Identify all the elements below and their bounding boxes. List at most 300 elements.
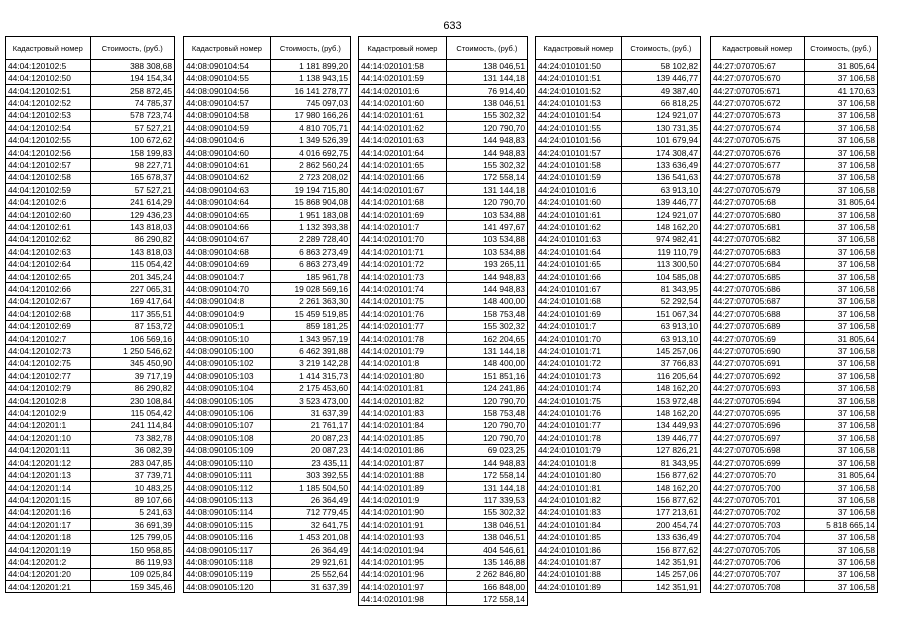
cadastral-number-cell: 44:27:070705:692: [711, 370, 805, 382]
cost-cell: 142 351,91: [621, 556, 700, 568]
header-cost: Стоимость, (руб.): [446, 37, 527, 60]
cost-cell: 139 446,77: [621, 432, 700, 444]
cost-cell: 153 972,48: [621, 394, 700, 406]
cost-cell: 131 144,18: [446, 345, 527, 357]
cadastral-number-cell: 44:04:120102:62: [6, 233, 91, 245]
cost-cell: 124 921,07: [621, 109, 700, 121]
table-row: [184, 246, 351, 258]
header-cost: Стоимость, (руб.): [270, 37, 350, 60]
cost-cell: 73 382,78: [90, 432, 175, 444]
cadastral-number-cell: 44:04:120102:58: [6, 171, 91, 183]
table-row: [184, 531, 351, 543]
cadastral-number-cell: 44:08:090105:112: [184, 481, 271, 493]
table-row: [359, 308, 528, 320]
cost-cell: 120 790,70: [446, 432, 527, 444]
table-row: [359, 97, 528, 109]
table-row: [711, 506, 878, 518]
cadastral-number-cell: 44:27:070705:698: [711, 444, 805, 456]
table-row: [536, 258, 701, 270]
cadastral-number-cell: 44:27:070705:701: [711, 494, 805, 506]
cost-cell: 144 948,83: [446, 134, 527, 146]
cadastral-number-cell: 44:24:010101:89: [536, 581, 622, 593]
cost-cell: 165 678,37: [90, 171, 175, 183]
cadastral-number-cell: 44:24:010101:83: [536, 506, 622, 518]
cadastral-number-cell: 44:24:010101:64: [536, 246, 622, 258]
table-row: [536, 332, 701, 344]
cadastral-number-cell: 44:24:010101:73: [536, 370, 622, 382]
cadastral-number-cell: 44:04:120201:21: [6, 581, 91, 593]
table-row: [184, 283, 351, 295]
table-row: [359, 556, 528, 568]
table-row: [711, 357, 878, 369]
table-row: [359, 109, 528, 121]
cost-cell: 103 534,88: [446, 208, 527, 220]
table-row: [184, 494, 351, 506]
cost-cell: 21 761,17: [270, 419, 350, 431]
table-row: [184, 407, 351, 419]
cadastral-number-cell: 44:04:120201:10: [6, 432, 91, 444]
table-header-row: [184, 37, 351, 60]
table-row: [711, 60, 878, 72]
cadastral-number-cell: 44:14:020101:83: [359, 407, 447, 419]
cost-cell: 201 345,24: [90, 270, 175, 282]
cost-cell: 141 497,67: [446, 221, 527, 233]
cadastral-number-cell: 44:04:120201:14: [6, 481, 91, 493]
cost-cell: 19 194 715,80: [270, 184, 350, 196]
cost-cell: 143 818,03: [90, 246, 175, 258]
table-row: [6, 171, 175, 183]
cost-cell: 20 087,23: [270, 444, 350, 456]
cost-cell: 87 153,72: [90, 320, 175, 332]
table-row: [359, 457, 528, 469]
cadastral-number-cell: 44:04:120102:56: [6, 146, 91, 158]
table-row: [6, 457, 175, 469]
cost-cell: 124 921,07: [621, 208, 700, 220]
page-number: 633: [443, 20, 462, 32]
cadastral-number-cell: 44:14:020101:8: [359, 357, 447, 369]
cadastral-number-cell: 44:24:010101:85: [536, 531, 622, 543]
cost-cell: 37 106,58: [804, 283, 877, 295]
cadastral-number-cell: 44:27:070705:684: [711, 258, 805, 270]
table-row: [6, 146, 175, 158]
cadastral-number-cell: 44:24:010101:61: [536, 208, 622, 220]
cadastral-number-cell: 44:27:070705:672: [711, 97, 805, 109]
cadastral-number-cell: 44:14:020101:88: [359, 469, 447, 481]
cadastral-number-cell: 44:24:010101:52: [536, 84, 622, 96]
cadastral-number-cell: 44:27:070705:696: [711, 419, 805, 431]
cadastral-number-cell: 44:27:070705:671: [711, 84, 805, 96]
cost-cell: 37 106,58: [804, 295, 877, 307]
cost-cell: 133 636,49: [621, 159, 700, 171]
table-row: [536, 345, 701, 357]
cost-cell: 15 459 519,85: [270, 308, 350, 320]
table-row: [184, 506, 351, 518]
table-row: [711, 494, 878, 506]
cost-cell: 139 446,77: [621, 196, 700, 208]
table-row: [536, 432, 701, 444]
cadastral-number-cell: 44:24:010101:74: [536, 382, 622, 394]
table-row: [6, 419, 175, 431]
cost-cell: 172 558,14: [446, 593, 527, 605]
table-row: [536, 184, 701, 196]
cost-cell: 31 805,64: [804, 332, 877, 344]
header-cost: Стоимость, (руб.): [621, 37, 700, 60]
cost-cell: 37 106,58: [804, 97, 877, 109]
table-row: [359, 543, 528, 555]
cost-cell: 1 185 504,50: [270, 481, 350, 493]
cadastral-number-cell: 44:27:070705:706: [711, 556, 805, 568]
cadastral-number-cell: 44:24:010101:65: [536, 258, 622, 270]
cadastral-number-cell: 44:04:120201:19: [6, 543, 91, 555]
table-row: [359, 531, 528, 543]
table-row: [184, 469, 351, 481]
cost-cell: 57 527,21: [90, 184, 175, 196]
table-row: [359, 581, 528, 593]
cost-cell: 185 961,78: [270, 270, 350, 282]
cost-cell: 100 672,62: [90, 134, 175, 146]
cadastral-number-cell: 44:04:120201:11: [6, 444, 91, 456]
cost-cell: 155 302,32: [446, 506, 527, 518]
cost-cell: 15 868 904,08: [270, 196, 350, 208]
cost-cell: 120 790,70: [446, 196, 527, 208]
cadastral-number-cell: 44:27:070705:69: [711, 332, 805, 344]
cadastral-number-cell: 44:04:120102:66: [6, 283, 91, 295]
cadastral-number-cell: 44:24:010101:86: [536, 543, 622, 555]
cadastral-number-cell: 44:04:120102:67: [6, 295, 91, 307]
table-row: [536, 568, 701, 580]
cadastral-number-cell: 44:14:020101:98: [359, 593, 447, 605]
cadastre-table-2: [183, 36, 351, 593]
cost-cell: 974 982,41: [621, 233, 700, 245]
cost-cell: 230 108,84: [90, 394, 175, 406]
table-row: [536, 109, 701, 121]
cost-cell: 139 446,77: [621, 72, 700, 84]
table-row: [6, 270, 175, 282]
cadastral-number-cell: 44:08:090104:69: [184, 258, 271, 270]
cadastral-number-cell: 44:14:020101:6: [359, 84, 447, 96]
cadastral-number-cell: 44:08:090105:110: [184, 457, 271, 469]
table-row: [711, 134, 878, 146]
cost-cell: 578 723,74: [90, 109, 175, 121]
cadastral-number-cell: 44:24:010101:8: [536, 457, 622, 469]
cadastral-number-cell: 44:04:120102:5: [6, 60, 91, 72]
table-row: [184, 320, 351, 332]
cost-cell: 37 739,71: [90, 469, 175, 481]
table-row: [536, 457, 701, 469]
cost-cell: 2 262 846,80: [446, 568, 527, 580]
table-row: [711, 295, 878, 307]
cadastral-number-cell: 44:27:070705:700: [711, 481, 805, 493]
table-row: [359, 221, 528, 233]
cost-cell: 143 818,03: [90, 221, 175, 233]
table-row: [6, 295, 175, 307]
table-row: [184, 345, 351, 357]
cost-cell: 148 400,00: [446, 357, 527, 369]
cost-cell: 37 106,58: [804, 320, 877, 332]
cost-cell: 162 204,65: [446, 332, 527, 344]
table-row: [184, 394, 351, 406]
cost-cell: 1 951 183,08: [270, 208, 350, 220]
cadastral-number-cell: 44:27:070705:675: [711, 134, 805, 146]
cadastral-number-cell: 44:14:020101:62: [359, 122, 447, 134]
cost-cell: 145 257,06: [621, 345, 700, 357]
table-row: [711, 184, 878, 196]
table-row: [359, 196, 528, 208]
cost-cell: 63 913,10: [621, 332, 700, 344]
cost-cell: 155 302,32: [446, 320, 527, 332]
cost-cell: 37 106,58: [804, 432, 877, 444]
table-row: [184, 60, 351, 72]
table-row: [711, 370, 878, 382]
table-row: [359, 320, 528, 332]
table-row: [536, 122, 701, 134]
cadastral-number-cell: 44:08:090105:113: [184, 494, 271, 506]
table-row: [6, 543, 175, 555]
table-row: [536, 531, 701, 543]
cadastral-number-cell: 44:14:020101:64: [359, 146, 447, 158]
table-row: [711, 122, 878, 134]
table-row: [6, 283, 175, 295]
cost-cell: 20 087,23: [270, 432, 350, 444]
table-row: [184, 233, 351, 245]
table-row: [711, 97, 878, 109]
table-row: [536, 146, 701, 158]
cost-cell: 116 205,64: [621, 370, 700, 382]
cadastral-number-cell: 44:08:090104:57: [184, 97, 271, 109]
cost-cell: 177 213,61: [621, 506, 700, 518]
table-row: [6, 184, 175, 196]
table-row: [359, 134, 528, 146]
cadastral-number-cell: 44:04:120102:50: [6, 72, 91, 84]
table-row: [184, 122, 351, 134]
table-body: [536, 60, 701, 593]
cadastral-number-cell: 44:14:020101:67: [359, 184, 447, 196]
cost-cell: 37 106,58: [804, 457, 877, 469]
table-row: [711, 457, 878, 469]
table-row: [711, 84, 878, 96]
cost-cell: 101 679,94: [621, 134, 700, 146]
table-row: [359, 469, 528, 481]
cost-cell: 138 046,51: [446, 60, 527, 72]
table-row: [536, 97, 701, 109]
cadastral-number-cell: 44:27:070705:674: [711, 122, 805, 134]
cadastral-number-cell: 44:27:070705:699: [711, 457, 805, 469]
cost-cell: 31 805,64: [804, 196, 877, 208]
cost-cell: 131 144,18: [446, 72, 527, 84]
table-row: [711, 444, 878, 456]
table-body: [359, 60, 528, 606]
table-row: [359, 159, 528, 171]
cost-cell: 37 106,58: [804, 208, 877, 220]
cost-cell: 2 289 728,40: [270, 233, 350, 245]
cost-cell: 23 435,11: [270, 457, 350, 469]
cost-cell: 81 343,95: [621, 283, 700, 295]
cost-cell: 115 054,42: [90, 407, 175, 419]
cost-cell: 37 106,58: [804, 382, 877, 394]
table-row: [184, 146, 351, 158]
header-cadastral-number: Кадастровый номер: [359, 37, 447, 60]
table-row: [6, 481, 175, 493]
cost-cell: 148 400,00: [446, 295, 527, 307]
table-row: [359, 122, 528, 134]
cadastral-number-cell: 44:08:090105:120: [184, 581, 271, 593]
cost-cell: 169 417,64: [90, 295, 175, 307]
table-body: [184, 60, 351, 593]
cost-cell: 1 138 943,15: [270, 72, 350, 84]
cost-cell: 98 227,71: [90, 159, 175, 171]
cadastral-number-cell: 44:04:120201:13: [6, 469, 91, 481]
cost-cell: 37 106,58: [804, 481, 877, 493]
cadastral-number-cell: 44:14:020101:60: [359, 97, 447, 109]
cost-cell: 2 261 363,30: [270, 295, 350, 307]
table-row: [359, 233, 528, 245]
cadastral-number-cell: 44:27:070705:695: [711, 407, 805, 419]
table-row: [359, 283, 528, 295]
table-row: [6, 581, 175, 593]
cost-cell: 37 106,58: [804, 159, 877, 171]
cadastral-number-cell: 44:14:020101:80: [359, 370, 447, 382]
cost-cell: 6 863 273,49: [270, 258, 350, 270]
cadastral-number-cell: 44:08:090104:62: [184, 171, 271, 183]
table-row: [536, 308, 701, 320]
header-cost: Стоимость, (руб.): [804, 37, 877, 60]
table-row: [184, 382, 351, 394]
table-row: [711, 543, 878, 555]
cost-cell: 131 144,18: [446, 481, 527, 493]
table-row: [184, 556, 351, 568]
cadastral-number-cell: 44:14:020101:78: [359, 332, 447, 344]
cost-cell: 174 308,47: [621, 146, 700, 158]
cost-cell: 283 047,85: [90, 457, 175, 469]
cost-cell: 26 364,49: [270, 494, 350, 506]
table-row: [711, 146, 878, 158]
cost-cell: 37 106,58: [804, 419, 877, 431]
cost-cell: 404 546,61: [446, 543, 527, 555]
cost-cell: 37 106,58: [804, 221, 877, 233]
cost-cell: 37 106,58: [804, 506, 877, 518]
table-row: [6, 506, 175, 518]
cost-cell: 1 132 393,38: [270, 221, 350, 233]
header-cadastral-number: Кадастровый номер: [536, 37, 622, 60]
table-row: [184, 370, 351, 382]
cadastral-number-cell: 44:24:010101:58: [536, 159, 622, 171]
cost-cell: 159 345,46: [90, 581, 175, 593]
cost-cell: 1 414 315,73: [270, 370, 350, 382]
table-row: [536, 481, 701, 493]
cadastral-number-cell: 44:14:020101:95: [359, 556, 447, 568]
cadastral-number-cell: 44:24:010101:72: [536, 357, 622, 369]
cadastral-number-cell: 44:14:020101:58: [359, 60, 447, 72]
table-row: [6, 345, 175, 357]
cadastral-number-cell: 44:14:020101:63: [359, 134, 447, 146]
table-row: [536, 382, 701, 394]
cost-cell: 86 290,82: [90, 382, 175, 394]
cadastral-number-cell: 44:08:090104:56: [184, 84, 271, 96]
cadastral-number-cell: 44:14:020101:68: [359, 196, 447, 208]
cost-cell: 58 102,82: [621, 60, 700, 72]
cadastral-number-cell: 44:27:070705:697: [711, 432, 805, 444]
cadastral-number-cell: 44:14:020101:94: [359, 543, 447, 555]
cost-cell: 125 799,05: [90, 531, 175, 543]
table-row: [184, 184, 351, 196]
cost-cell: 193 265,11: [446, 258, 527, 270]
cadastral-number-cell: 44:04:120102:51: [6, 84, 91, 96]
cadastral-number-cell: 44:04:120102:53: [6, 109, 91, 121]
cost-cell: 37 766,83: [621, 357, 700, 369]
cadastral-number-cell: 44:24:010101:50: [536, 60, 622, 72]
header-cost: Стоимость, (руб.): [90, 37, 175, 60]
cost-cell: 37 106,58: [804, 308, 877, 320]
cadastral-number-cell: 44:14:020101:76: [359, 308, 447, 320]
table-row: [711, 531, 878, 543]
cadastral-number-cell: 44:24:010101:57: [536, 146, 622, 158]
table-row: [6, 258, 175, 270]
cost-cell: 745 097,03: [270, 97, 350, 109]
cadastral-number-cell: 44:24:010101:69: [536, 308, 622, 320]
table-row: [6, 432, 175, 444]
cost-cell: 155 302,32: [446, 159, 527, 171]
table-row: [536, 283, 701, 295]
table-row: [711, 246, 878, 258]
cadastral-number-cell: 44:27:070705:704: [711, 531, 805, 543]
table-row: [6, 233, 175, 245]
cadastral-number-cell: 44:04:120102:64: [6, 258, 91, 270]
cadastral-number-cell: 44:04:120201:1: [6, 419, 91, 431]
cadastral-number-cell: 44:27:070705:691: [711, 357, 805, 369]
cost-cell: 37 106,58: [804, 171, 877, 183]
cost-cell: 69 023,25: [446, 444, 527, 456]
cadastral-number-cell: 44:24:010101:87: [536, 556, 622, 568]
table-row: [359, 481, 528, 493]
table-row: [536, 72, 701, 84]
cost-cell: 104 585,08: [621, 270, 700, 282]
table-row: [359, 184, 528, 196]
cadastral-number-cell: 44:27:070705:687: [711, 295, 805, 307]
table-row: [536, 60, 701, 72]
cadastral-number-cell: 44:04:120102:54: [6, 122, 91, 134]
cost-cell: 120 790,70: [446, 122, 527, 134]
table-row: [6, 97, 175, 109]
cost-cell: 5 818 665,14: [804, 519, 877, 531]
cadastral-number-cell: 44:08:090105:109: [184, 444, 271, 456]
cadastral-number-cell: 44:14:020101:97: [359, 581, 447, 593]
cost-cell: 86 119,93: [90, 556, 175, 568]
cadastral-number-cell: 44:24:010101:82: [536, 494, 622, 506]
cadastral-number-cell: 44:04:120201:16: [6, 506, 91, 518]
cost-cell: 1 250 546,62: [90, 345, 175, 357]
cost-cell: 103 534,88: [446, 246, 527, 258]
table-row: [6, 72, 175, 84]
table-row: [184, 444, 351, 456]
cost-cell: 134 449,93: [621, 419, 700, 431]
cadastral-number-cell: 44:14:020101:81: [359, 382, 447, 394]
cadastral-number-cell: 44:14:020101:87: [359, 457, 447, 469]
cadastral-number-cell: 44:08:090104:55: [184, 72, 271, 84]
cadastral-number-cell: 44:14:020101:66: [359, 171, 447, 183]
cost-cell: 37 106,58: [804, 72, 877, 84]
table-row: [359, 60, 528, 72]
cadastral-number-cell: 44:04:120201:12: [6, 457, 91, 469]
cadastral-number-cell: 44:27:070705:708: [711, 581, 805, 593]
cadastral-number-cell: 44:24:010101:80: [536, 469, 622, 481]
header-cadastral-number: Кадастровый номер: [6, 37, 91, 60]
cost-cell: 151 851,16: [446, 370, 527, 382]
cadastral-number-cell: 44:24:010101:66: [536, 270, 622, 282]
table-row: [536, 233, 701, 245]
table-row: [184, 432, 351, 444]
table-row: [359, 419, 528, 431]
table-row: [184, 295, 351, 307]
